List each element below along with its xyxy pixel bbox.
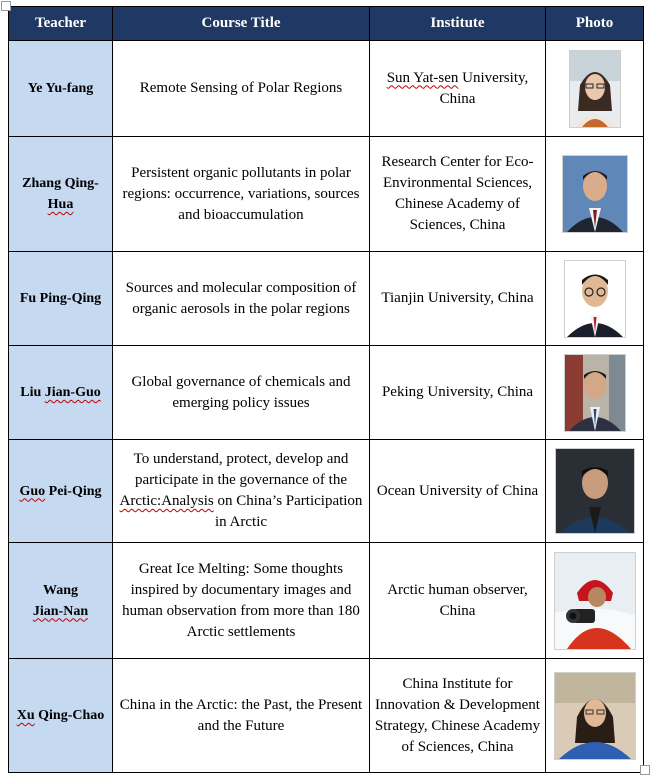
teacher-photo — [564, 354, 626, 432]
table-row — [9, 659, 644, 773]
course-title: China in the Arctic: the Past, the Present and the Future — [113, 659, 370, 773]
photo-cell — [546, 346, 644, 440]
table-row — [9, 41, 644, 137]
photo-cell — [546, 137, 644, 252]
teacher-photo — [569, 50, 621, 128]
course-title: To understand, protect, develop and participate in the governance of the Arctic:Analysis on China’s Participation in Arctic — [113, 440, 370, 543]
institute: Research Center for Eco-Environmental Sciences, Chinese Academy of Sciences, China — [370, 137, 546, 252]
institute: Sun Yat-sen University, China — [370, 41, 546, 137]
header-photo: Photo — [546, 7, 644, 41]
institute: Ocean University of China — [370, 440, 546, 543]
photo-cell — [546, 440, 644, 543]
teacher-name: Zhang Qing-Hua — [9, 137, 113, 252]
course-title: Global governance of chemicals and emerging policy issues — [113, 346, 370, 440]
teacher-name: Ye Yu-fang — [9, 41, 113, 137]
header-row — [9, 7, 644, 41]
table-row — [9, 543, 644, 659]
teacher-name: Guo Pei-Qing — [9, 440, 113, 543]
header-course-title: Course Title — [113, 7, 370, 41]
table-row — [9, 440, 644, 543]
institute: Tianjin University, China — [370, 252, 546, 346]
teacher-photo — [555, 448, 635, 534]
course-table — [8, 6, 644, 773]
teacher-photo — [554, 672, 636, 760]
photo-cell — [546, 543, 644, 659]
header-teacher: Teacher — [9, 7, 113, 41]
teacher-name: Wang Jian-Nan — [9, 543, 113, 659]
teacher-name: Liu Jian-Guo — [9, 346, 113, 440]
institute: Arctic human observer, China — [370, 543, 546, 659]
teacher-name: Xu Qing-Chao — [9, 659, 113, 773]
course-title: Remote Sensing of Polar Regions — [113, 41, 370, 137]
institute: Peking University, China — [370, 346, 546, 440]
teacher-photo — [564, 260, 626, 338]
institute: China Institute for Innovation & Development Strategy, Chinese Academy of Sciences, China — [370, 659, 546, 773]
table-row — [9, 346, 644, 440]
course-title: Great Ice Melting: Some thoughts inspired by documentary images and human observation from more than 180 Arctic settlements — [113, 543, 370, 659]
teacher-name: Fu Ping-Qing — [9, 252, 113, 346]
table-row — [9, 137, 644, 252]
table-row — [9, 252, 644, 346]
photo-cell — [546, 41, 644, 137]
teacher-photo — [562, 155, 628, 233]
teacher-photo — [554, 552, 636, 650]
photo-cell — [546, 659, 644, 773]
selection-handle-bottom-right[interactable] — [640, 765, 650, 775]
course-title: Persistent organic pollutants in polar regions: occurrence, variations, sources and bioaccumulation — [113, 137, 370, 252]
course-title: Sources and molecular composition of organic aerosols in the polar regions — [113, 252, 370, 346]
header-institute: Institute — [370, 7, 546, 41]
photo-cell — [546, 252, 644, 346]
selection-handle-top-left[interactable] — [1, 1, 11, 11]
